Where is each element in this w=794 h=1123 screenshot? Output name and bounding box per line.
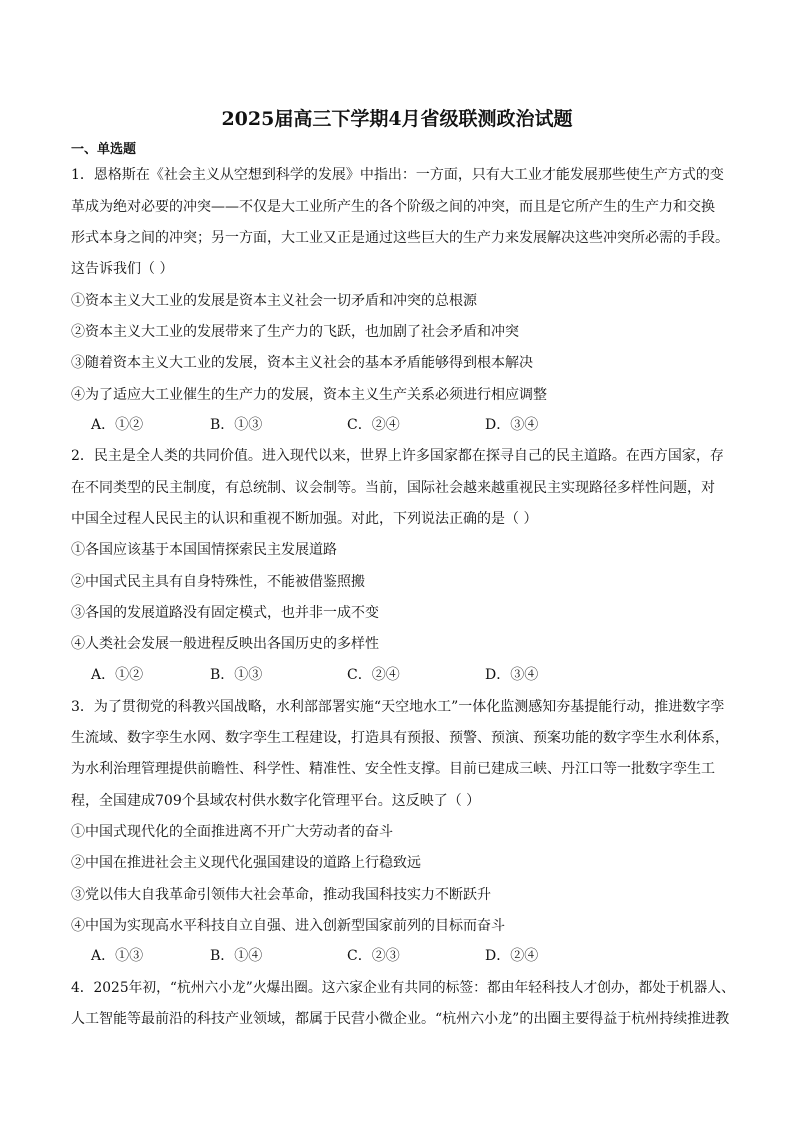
question-text-line: 在不同类型的民主制度，有总统制、议会制等。当前，国际社会越来越重视民主实现路径多样性问题，对 xyxy=(71,480,715,496)
option-b: B．①③ xyxy=(210,417,263,433)
question-text-line: 3．为了贯彻党的科教兴国战略，水利部部署实施“天空地水工”一体化监测感知夯基提能行动，推进数字孪 xyxy=(71,699,725,715)
option-d: D．②④ xyxy=(485,948,539,964)
option-c: C．②④ xyxy=(347,417,400,433)
question-text-line: 人工智能等最前沿的科技产业领域，都属于民营小微企业。“杭州六小龙”的出圈主要得益于杭州持续推进教 xyxy=(71,1011,730,1027)
option-a: A．①② xyxy=(91,417,144,433)
question-text-line: 这告诉我们（ ） xyxy=(71,261,174,277)
statement-line: ①各国应该基于本国国情探索民主发展道路 xyxy=(71,542,337,558)
question-text-line: 为水利治理管理提供前瞻性、科学性、精准性、安全性支撑。目前已建成三峡、丹江口等一批数字孪生工 xyxy=(71,761,715,777)
option-d: D．③④ xyxy=(485,667,539,683)
option-a: A．①③ xyxy=(91,948,144,964)
option-c: C．②③ xyxy=(347,948,400,964)
statement-line: ④为了适应大工业催生的生产力的发展，资本主义生产关系必须进行相应调整 xyxy=(71,387,547,403)
statement-line: ③各国的发展道路没有固定模式，也并非一成不变 xyxy=(71,605,379,621)
question-text-line: 2．民主是全人类的共同价值。进入现代以来，世界上许多国家都在探寻自己的民主道路。在西方国家，存 xyxy=(71,448,724,464)
option-b: B．①④ xyxy=(210,948,263,964)
statement-line: ③随着资本主义大工业的发展，资本主义社会的基本矛盾能够得到根本解决 xyxy=(71,355,533,371)
question-text-line: 形式本身之间的冲突；另一方面，大工业又正是通过这些巨大的生产力来发展解决这些冲突所必需的手段。 xyxy=(71,230,729,246)
question-text-line: 生流域、数字孪生水网、数字孪生工程建设，打造具有预报、预警、预演、预案功能的数字孪生水利体系， xyxy=(71,730,729,746)
option-a: A．①② xyxy=(91,667,144,683)
option-b: B．①③ xyxy=(210,667,263,683)
statement-line: ④人类社会发展一般进程反映出各国历史的多样性 xyxy=(71,636,379,652)
section-heading: 一、单选题 xyxy=(71,142,137,157)
statement-line: ②中国式民主具有自身特殊性，不能被借鉴照搬 xyxy=(71,574,365,590)
question-text-line: 革成为绝对必要的冲突——不仅是大工业所产生的各个阶级之间的冲突，而且是它所产生的生产力和交换 xyxy=(71,199,715,215)
question-text-line: 程，全国建成709个县域农村供水数字化管理平台。这反映了（ ） xyxy=(71,793,481,809)
statement-line: ①资本主义大工业的发展是资本主义社会一切矛盾和冲突的总根源 xyxy=(71,293,477,309)
question-text-line: 1．恩格斯在《社会主义从空想到科学的发展》中指出：一方面，只有大工业才能发展那些使生产方式的变 xyxy=(71,167,724,183)
option-d: D．③④ xyxy=(485,417,539,433)
question-text-line: 中国全过程人民民主的认识和重视不断加强。对此，下列说法正确的是（ ） xyxy=(71,511,538,527)
statement-line: ③党以伟大自我革命引领伟大社会革命，推动我国科技实力不断跃升 xyxy=(71,887,491,903)
statement-line: ②资本主义大工业的发展带来了生产力的飞跃，也加剧了社会矛盾和冲突 xyxy=(71,324,519,340)
question-text-line: 4．2025年初，“杭州六小龙”火爆出圈。这六家企业有共同的标签：都由年轻科技人才创办，都处于机器人、 xyxy=(71,980,735,996)
statement-line: ④中国为实现高水平科技自立自强、进入创新型国家前列的目标而奋斗 xyxy=(71,918,505,934)
statement-line: ②中国在推进社会主义现代化强国建设的道路上行稳致远 xyxy=(71,855,421,871)
option-c: C．②④ xyxy=(347,667,400,683)
statement-line: ①中国式现代化的全面推进离不开广大劳动者的奋斗 xyxy=(71,824,393,840)
page-title: 2025届高三下学期4月省级联测政治试题 xyxy=(221,108,573,130)
